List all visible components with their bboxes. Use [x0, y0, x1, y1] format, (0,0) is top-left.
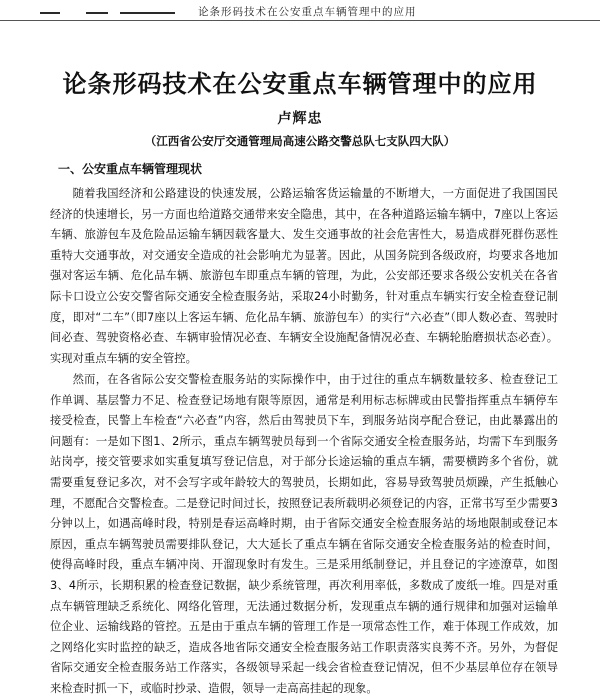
header-rule-dash	[86, 12, 108, 14]
running-title: 论条形码技术在公安重点车辆管理中的应用	[198, 6, 417, 18]
body-paragraph: 然而，在各省际公安交警检查服务站的实际操作中，由于过往的重点车辆数量较多、检查登记工作单调、基层警力不足、检查登记场地有限等原因，通常是利用标志标牌或由民警指挥重点车辆停车接受检查，民警上车检查“六必查”内容，然后由驾驶员下车，到服务站岗亭配合登记，由此暴露出的问题有：一是如下图1、2所示，重点车辆驾驶员每到一个省际交通安全检查服务站，均需下车到服务站岗亭，接交管要求如实重复填写登记信息，对于部分长途运输的重点车辆，需要横跨多个省份，就需要重复登记多次，对不会写字或年龄较大的驾驶员，长期如此，容易导致驾驶员烦躁，产生抵触心理，不愿配合交警检查。二是登记时间过长，按照登记表所载明必须登记的内容，正常书写至少需要3分钟以上，如遇高峰时段，特别是春运高峰时期，由于省际交通安全检查服务站的场地限制或登记本原因，重点车辆驾驶员需要排队登记，大大延长了重点车辆在省际交通安全检查服务站的检查时间，使得高峰时段，重点车辆冲岗、开溜现象时有发生。三是采用纸制登记，并且登记的字迹潦草，如图3、4所示，长期积累的检查登记数据，缺少系统管理，再次利用率低，多数成了废纸一堆。四是对重点车辆管理缺乏系统化、网络化管理，无法通过数据分析，发现重点车辆的通行规律和加强对运输单位企业、运输线路的管控。五是由于重点车辆的管理工作是一项常态性工作，难于体现工作成效，加之网络化实时监控的缺乏，造成各地省际交通安全检查服务站工作职责落实良莠不齐。另外，为督促省际交通安全检查服务站工作落实，各级领导采起一线会省检查登记情况，但不少基层单位存在领导来检查时抓一下，或临时抄录、造假，领导一走高高挂起的现象。	[50, 373, 558, 695]
header-rule-dash	[120, 12, 175, 14]
section-heading: 一、公安重点车辆管理现状	[58, 162, 203, 176]
article-title: 论条形码技术在公安重点车辆管理中的应用	[62, 69, 538, 98]
header-rule-dash	[40, 12, 60, 14]
header-divider	[0, 20, 600, 21]
article-author: 卢辉忠	[277, 111, 323, 127]
body-paragraph: 随着我国经济和公路建设的快速发展，公路运输客货运输量的不断增大，一方面促进了我国国民经济的快速增长，另一方面也给道路交通带来安全隐患，其中，在各种道路运输车辆中，7座以上客运车辆、旅游包车及危险品运输车辆因载客量大、发生交通事故的社会危害性大，易造成群死群伤恶性重特大交通事故，对交通安全造成的社会影响尤为显著。因此，从国务院到各级政府，均要求各地加强对客运车辆、危化品车辆、旅游包车即重点车辆的管理，为此，公安部还要求各级公安机关在各省际卡口设立公安交警省际交通安全检查服务站，采取24小时勤务，针对重点车辆实行安全检查登记制度，即对“二车”（即7座以上客运车辆、危化品车辆、旅游包车）的实行“六必查”（即人数必查、驾驶时间必查、驾驶资格必查、车辆审验情况必查、车辆安全设施配备情况必查、车辆轮胎磨损状态必查）。实现对重点车辆的安全管控。	[50, 187, 558, 365]
author-affiliation: （江西省公安厅交通管理局高速公路交警总队七支队四大队）	[144, 134, 456, 148]
running-header	[0, 0, 600, 22]
